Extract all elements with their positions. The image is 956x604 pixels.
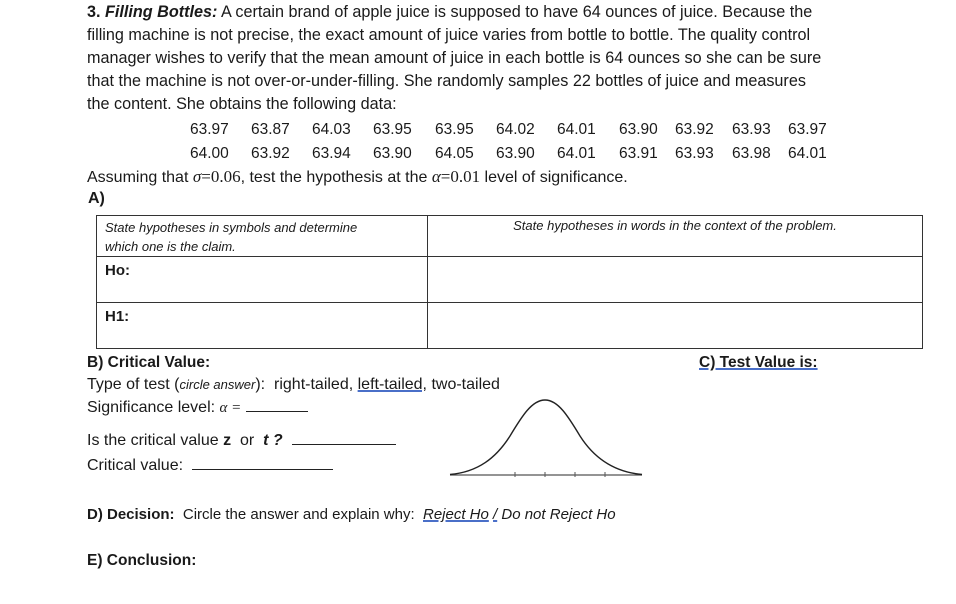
critical-value-blank[interactable] xyxy=(192,468,333,470)
significance-level-blank[interactable] xyxy=(246,410,308,412)
ho-words-cell[interactable] xyxy=(428,257,923,303)
option-reject-ho[interactable]: Reject Ho xyxy=(423,506,489,523)
sigma-symbol: σ xyxy=(192,167,202,186)
h1-symbol-cell[interactable] xyxy=(97,303,428,349)
data-value: 64.05 xyxy=(435,145,474,162)
decision-line: D) Decision: Circle the answer and explain why: Reject Ho / Do not Reject Ho xyxy=(87,506,616,523)
alpha-value: =0.01 xyxy=(440,167,481,186)
data-value: 63.95 xyxy=(435,121,474,138)
data-value: 64.03 xyxy=(312,121,351,138)
problem-line-1: A certain brand of apple juice is supposed to have 64 ounces of juice. Because the xyxy=(221,3,813,21)
option-left-tailed[interactable]: left-tailed, xyxy=(357,376,427,393)
test-type-line: Type of test (circle answer): right-tailed, left-tailed, two-tailed xyxy=(87,376,500,393)
problem-number: 3. xyxy=(87,3,101,21)
h1-words-cell[interactable] xyxy=(428,303,923,349)
problem-line-5: the content. She obtains the following data: xyxy=(87,95,397,114)
data-value: 64.01 xyxy=(557,121,596,138)
option-do-not-reject-ho[interactable]: Do not Reject Ho xyxy=(501,506,616,523)
data-value: 63.94 xyxy=(312,145,351,162)
part-c-title: C) Test Value is: xyxy=(699,354,818,371)
option-two-tailed[interactable]: two-tailed xyxy=(431,376,500,393)
hypotheses-table xyxy=(96,215,923,349)
problem-statement xyxy=(87,1,927,116)
bell-curve xyxy=(450,400,642,475)
normal-curve-diagram xyxy=(448,396,644,480)
data-value: 63.95 xyxy=(373,121,412,138)
sigma-value: =0.06 xyxy=(201,167,241,186)
data-value: 63.91 xyxy=(619,145,658,162)
data-value: 64.01 xyxy=(557,145,596,162)
critical-value-line: Critical value: xyxy=(87,457,333,475)
part-b-title: B) Critical Value: xyxy=(87,354,211,371)
data-value: 63.92 xyxy=(251,145,290,162)
data-value: 64.00 xyxy=(190,145,229,162)
critical-stat-blank[interactable] xyxy=(292,443,396,445)
assumption-line: Assuming that σ=0.06, test the hypothesis at the α=0.01 level of significance. xyxy=(87,167,628,186)
problem-line-2: filling machine is not precise, the exact amount of juice varies from bottle to bottle. The quality control xyxy=(87,26,811,45)
data-value: 63.97 xyxy=(190,121,229,138)
option-z[interactable]: z xyxy=(223,432,232,449)
data-value: 63.93 xyxy=(675,145,714,162)
problem-line-3: manager wishes to verify that the mean amount of juice in each bottle is 64 ounces so she can be sure xyxy=(87,49,822,68)
h1-label: H1: xyxy=(105,308,130,325)
alpha-symbol: α = xyxy=(219,400,242,416)
option-right-tailed[interactable]: right-tailed, xyxy=(274,376,354,393)
data-value: 64.01 xyxy=(788,145,827,162)
data-value: 64.02 xyxy=(496,121,535,138)
problem-title: Filling Bottles: xyxy=(105,3,218,21)
data-value: 63.93 xyxy=(732,121,771,138)
significance-level-line: Significance level: α = xyxy=(87,399,308,417)
ho-label: Ho: xyxy=(105,262,130,279)
alpha-symbol: α xyxy=(431,167,441,186)
data-value: 63.98 xyxy=(732,145,771,162)
data-value: 63.90 xyxy=(496,145,535,162)
data-value: 63.87 xyxy=(251,121,290,138)
critical-stat-question: Is the critical value z or t ? xyxy=(87,432,396,450)
data-value: 63.90 xyxy=(619,121,658,138)
problem-line-4: that the machine is not over-or-under-filling. She randomly samples 22 bottles of juice and measures xyxy=(87,72,806,91)
col-symbols-header: State hypotheses in symbols and determine which one is the claim. xyxy=(97,216,428,257)
part-a-label: A) xyxy=(88,190,105,207)
data-value: 63.92 xyxy=(675,121,714,138)
data-value: 63.90 xyxy=(373,145,412,162)
ho-symbol-cell[interactable] xyxy=(97,257,428,303)
option-t[interactable]: t ? xyxy=(263,432,283,449)
col-words-header: State hypotheses in words in the context of the problem. xyxy=(428,216,923,257)
data-value: 63.97 xyxy=(788,121,827,138)
part-e-label: E) Conclusion: xyxy=(87,552,197,569)
